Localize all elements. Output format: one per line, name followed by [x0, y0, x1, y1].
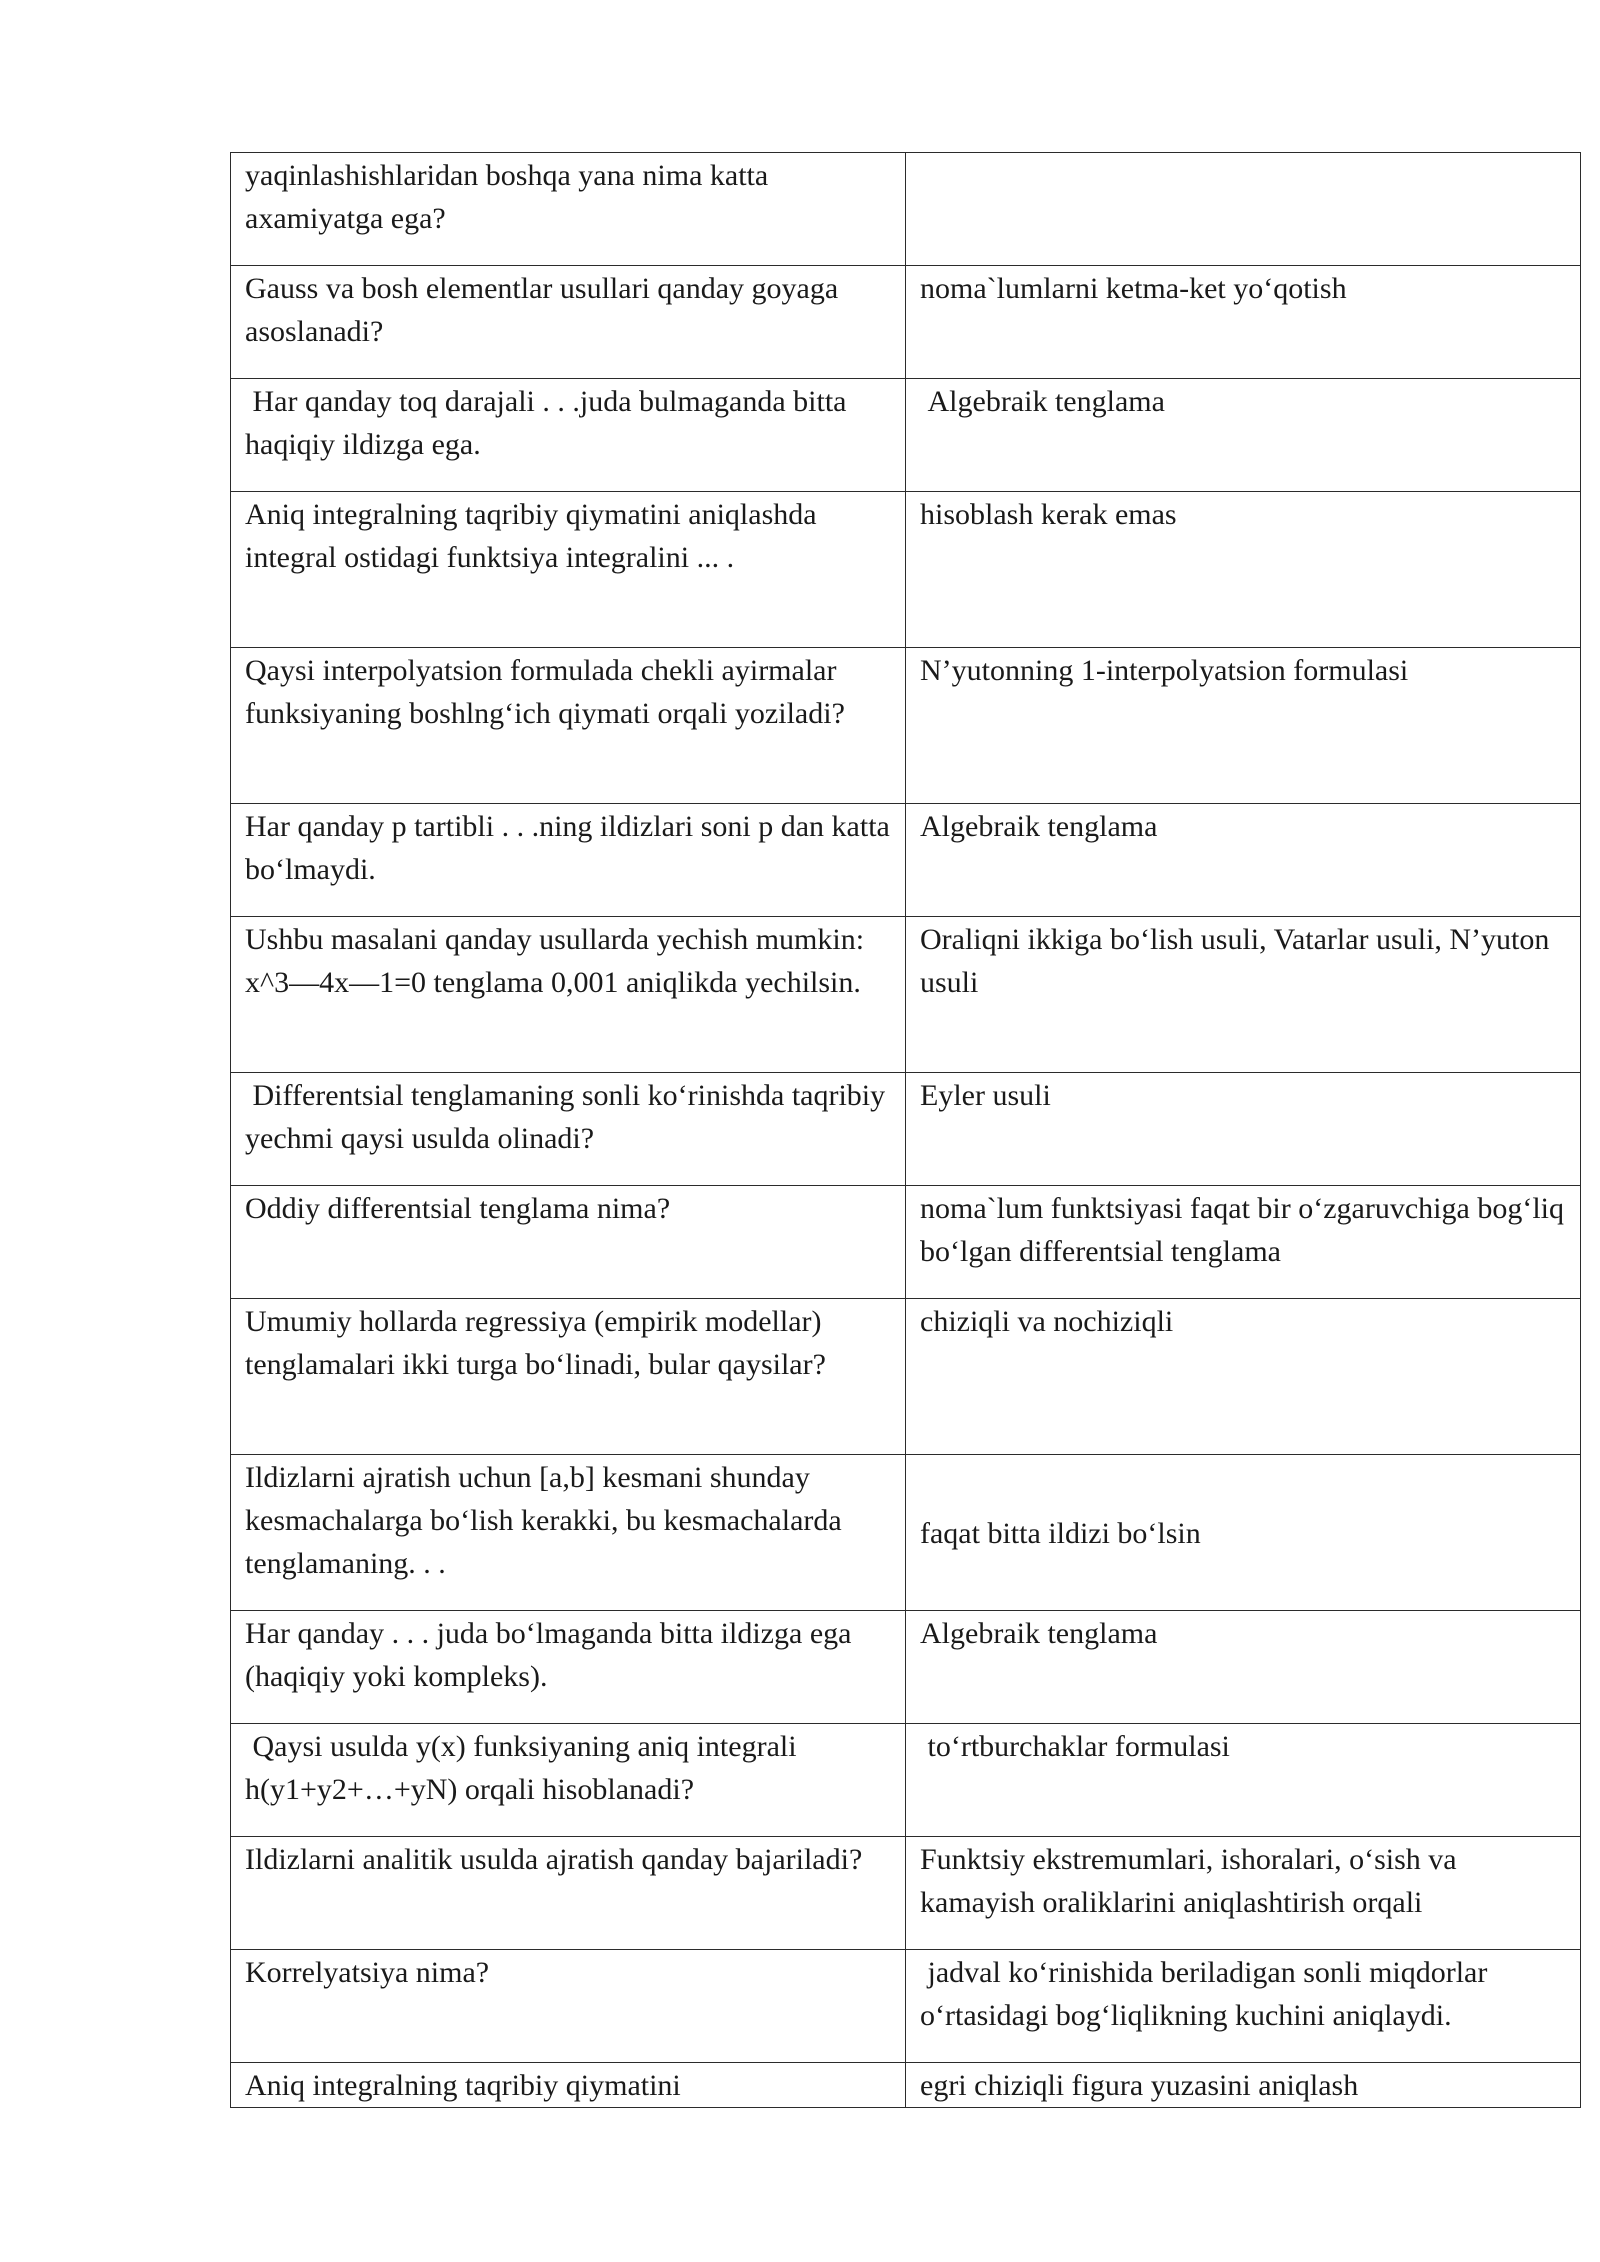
table-row: [231, 1724, 1581, 1837]
answer-cell: Algebraik tenglama: [906, 1611, 1581, 1724]
answer-cell: Funktsiy ekstremumlari, ishoralari, o‘sish va kamayish oraliklarini aniqlashtirish orqali: [906, 1837, 1581, 1950]
question-cell: Korrelyatsiya nima?: [231, 1950, 906, 2063]
question-cell: Aniq integralning taqribiy qiymatini: [231, 2063, 906, 2108]
question-cell: Qaysi interpolyatsion formulada chekli ayirmalar funksiyaning boshlng‘ich qiymati orqali yoziladi?: [231, 648, 906, 804]
question-cell: Ildizlarni ajratish uchun [a,b] kesmani shunday kesmachalarga bo‘lish kerakki, bu kesmachalarda tenglamaning. . .: [231, 1455, 906, 1611]
question-cell: Qaysi usulda y(x) funksiyaning aniq integrali h(y1+y2+…+yN) orqali hisoblanadi?: [231, 1724, 906, 1837]
table-row: [231, 917, 1581, 1073]
question-cell: Har qanday toq darajali . . .juda bulmaganda bitta haqiqiy ildizga ega.: [231, 379, 906, 492]
table-row: [231, 379, 1581, 492]
answer-cell: hisoblash kerak emas: [906, 492, 1581, 648]
answer-cell: noma`lum funktsiyasi faqat bir o‘zgaruvchiga bog‘liq bo‘lgan differentsial tenglama: [906, 1186, 1581, 1299]
question-cell: Umumiy hollarda regressiya (empirik modellar) tenglamalari ikki turga bo‘linadi, bular qaysilar?: [231, 1299, 906, 1455]
question-cell: Differentsial tenglamaning sonli ko‘rinishda taqribiy yechmi qaysi usulda olinadi?: [231, 1073, 906, 1186]
question-cell: yaqinlashishlaridan boshqa yana nima katta axamiyatga ega?: [231, 153, 906, 266]
question-cell: Gauss va bosh elementlar usullari qanday goyaga asoslanadi?: [231, 266, 906, 379]
answer-cell: Oraliqni ikkiga bo‘lish usuli, Vatarlar usuli, N’yuton usuli: [906, 917, 1581, 1073]
table-row: [231, 266, 1581, 379]
table-row: [231, 1611, 1581, 1724]
answer-cell: [906, 153, 1581, 266]
table-row: [231, 804, 1581, 917]
table-row: [231, 1299, 1581, 1455]
answer-cell: egri chiziqli figura yuzasini aniqlash: [906, 2063, 1581, 2108]
question-cell: Har qanday p tartibli . . .ning ildizlari soni p dan katta bo‘lmaydi.: [231, 804, 906, 917]
table-row: [231, 1073, 1581, 1186]
answer-cell: Eyler usuli: [906, 1073, 1581, 1186]
answer-cell: Algebraik tenglama: [906, 379, 1581, 492]
answer-cell: chiziqli va nochiziqli: [906, 1299, 1581, 1455]
answer-cell: Algebraik tenglama: [906, 804, 1581, 917]
table-row: [231, 1950, 1581, 2063]
question-cell: Ildizlarni analitik usulda ajratish qanday bajariladi?: [231, 1837, 906, 1950]
answer-cell: noma`lumlarni ketma-ket yo‘qotish: [906, 266, 1581, 379]
qa-table-body: [231, 153, 1581, 2108]
answer-cell: to‘rtburchaklar formulasi: [906, 1724, 1581, 1837]
qa-table: [230, 152, 1581, 2108]
table-row: [231, 1186, 1581, 1299]
table-row: [231, 648, 1581, 804]
answer-cell: N’yutonning 1-interpolyatsion formulasi: [906, 648, 1581, 804]
question-cell: Oddiy differentsial tenglama nima?: [231, 1186, 906, 1299]
answer-cell: faqat bitta ildizi bo‘lsin: [906, 1455, 1581, 1611]
table-row: [231, 1455, 1581, 1611]
answer-cell: jadval ko‘rinishida beriladigan sonli miqdorlar o‘rtasidagi bog‘liqlikning kuchini aniqlaydi.: [906, 1950, 1581, 2063]
table-row: [231, 2063, 1581, 2108]
table-row: [231, 153, 1581, 266]
question-cell: Aniq integralning taqribiy qiymatini aniqlashda integral ostidagi funktsiya integralini ... .: [231, 492, 906, 648]
question-cell: Har qanday . . . juda bo‘lmaganda bitta ildizga ega (haqiqiy yoki kompleks).: [231, 1611, 906, 1724]
table-row: [231, 492, 1581, 648]
question-cell: Ushbu masalani qanday usullarda yechish mumkin: x^3—4x—1=0 tenglama 0,001 aniqlikda yechilsin.: [231, 917, 906, 1073]
table-row: [231, 1837, 1581, 1950]
